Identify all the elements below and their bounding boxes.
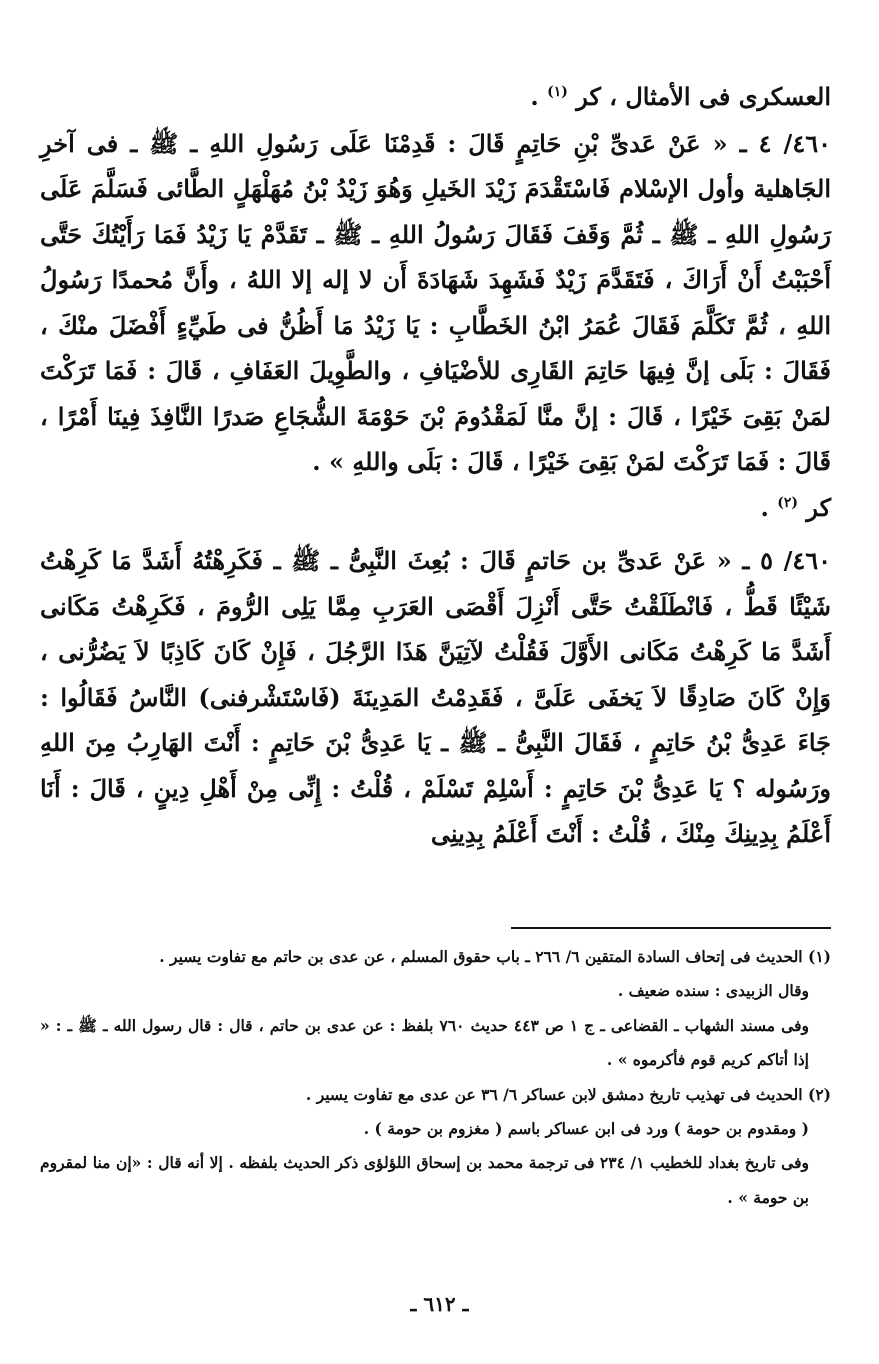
source-end: . — [760, 492, 778, 522]
hadith-460-4: ٤٦٠/ ٤ ـ « عَنْ عَدىِّ بْنِ حَاتِمٍ قَالَ : قَدِمْنَا عَلَى رَسُولِ اللهِ ـ ﷺ ـ فى آخرِ الجَاهلية وأول الإسْلام فَاسْتَقْدَمَ زَيْدَ الخَيلِ وَهُوَ زَيْدُ بْنُ مُهَلْهَلٍ الطَّائى فَسَلَّمَ عَلَى رَسُولِ اللهِ ـ ﷺ ـ ثُمَّ وَقَفَ فَقَالَ رَسُولُ اللهِ ـ ﷺ ـ تَقَدَّمْ يَا زَيْدُ فَمَا رَأَيْتُكَ حَتَّى أَحْبَبْتُ أَنْ أَرَاكَ ، فَتَقَدَّمَ زَيْدٌ فَشَهِدَ شَهَادَةَ أَن لا إله إلا اللهُ ، وأَنَّ مُحمدًا رَسُولُ اللهِ ، ثُمَّ تَكَلَّمَ فَقَالَ عُمَرُ ابْنُ الخَطَّابِ : يَا زَيْدُ مَا أَظُنُّ فى طَيِّءٍ أَفْضَلَ منْكَ ، فَقَالَ : بَلَى إنَّ فِيهَا حَاتِمَ القَارِى للأضْيَافِ ، والطَّوِيلَ العَفَافِ ، قَالَ : فَمَا تَرَكْتَ لمَنْ بَقِىَ خَيْرًا ، قَالَ : إنَّ منَّا لَمَقْدُومَ بْنَ حَوْمَةَ الشُّجَاعِ صَدرًا النَّافِذَ فِينَا أَمْرًا ، قَالَ : فَمَا تَرَكْتَ لمَنْ بَقِىَ خَيْرًا ، قَالَ : بَلَى واللهِ » . — [40, 128, 832, 476]
footnotes-section — [40, 940, 831, 1215]
footnote-1-line-1: (١) الحديث فى إتحاف السادة المتقين ٦/ ٢٦٦ ـ باب حقوق المسلم ، عن عدى بن حاتم مع تفاوت يسير . — [159, 947, 831, 966]
intro-text: العسكرى فى الأمثال ، كر — [576, 82, 831, 111]
hadith-460-5: ٤٦٠/ ٥ ـ « عَنْ عَدىِّ بن حَاتمٍ قَالَ : بُعِثَ النَّبِىُّ ـ ﷺ ـ فَكَرِهْتُهُ أَشَدَّ مَا كَرِهْتُ شَيْئًا قَطُّ ، فَانْطَلَقْتُ حَتَّى أَنْزِلَ أَقْصَى العَرَبِ مِمَّا يَلِى الرُّومَ ، فَكَرِهْتُ مَكَانى أَشَدَّ مَا كَرِهْتُ مَكَانى الأَوَّلَ فَقُلْتُ لآتِيَنَّ هَذَا الرَّجُلَ ، فَإِنْ كَانَ كَاذِبًا لاَ يَضُرُّنى ، وَإِنْ كَانَ صَادِقًا لاَ يَخفَى عَلَىَّ ، فَقَدِمْتُ المَدِينَةَ (فَاسْتَشْرفنى) النَّاسُ فَقَالُوا : جَاءَ عَدِىُّ بْنُ حَاتِمٍ ، فَقَالَ النَّبِىُّ ـ ﷺ ـ يَا عَدِىُّ بْنَ حَاتِمٍ : أَنْتَ الهَارِبُ مِنَ اللهِ ورَسُوله ؟ يَا عَدِىُّ بْنَ حَاتِمٍ : أَسْلِمْ تَسْلَمْ ، قُلْتُ : إِنِّى مِنْ أَهْلِ دِينٍ ، قَالَ : أَنَا أَعْلَمُ بِدِينِكَ مِنْكَ ، قُلْتُ : أَنْتَ أَعْلَمُ بِدِينِى — [40, 546, 832, 848]
footnote-divider — [511, 927, 831, 929]
footnote-1-line-2: وقال الزبيدى : سنده ضعيف . — [617, 981, 809, 1001]
intro-end: . — [530, 82, 548, 111]
footnote-ref-2: (٢) — [777, 494, 798, 511]
footnote-ref-1: (١) — [547, 84, 568, 100]
footnote-2-line-1: (٢) الحديث فى تهذيب تاريخ دمشق لابن عساكر ٦/ ٣٦ عن عدى مع تفاوت يسير . — [305, 1084, 831, 1104]
footnote-2-line-2: ( ومقدوم بن حومة ) ورد فى ابن عساكر باسم ( مغزوم بن حومة ) . — [363, 1119, 809, 1139]
source-text: كر — [806, 492, 831, 522]
source-line-kr — [40, 485, 831, 531]
intro-line — [40, 74, 831, 120]
footnote-2-line-3: وفى تاريخ بغداد للخطيب ١/ ٢٣٤ فى ترجمة محمد بن إسحاق اللؤلؤى ذكر الحديث بلفظه . إلا أنه قال : «إن منا لمقروم بن حومة » . — [40, 1153, 809, 1207]
page-number: ـ ٦١٢ ـ — [410, 1292, 469, 1316]
main-text-body — [40, 74, 831, 857]
footnote-1-line-3: وفى مسند الشهاب ـ القضاعى ـ ج ١ ص ٤٤٣ حديث ٧٦٠ بلفظ : عن عدى بن حاتم ، قال : قال رسول الله ـ ﷺ ـ : « إذا أتاكم كريم قوم فأكرموه » . — [40, 1015, 809, 1070]
